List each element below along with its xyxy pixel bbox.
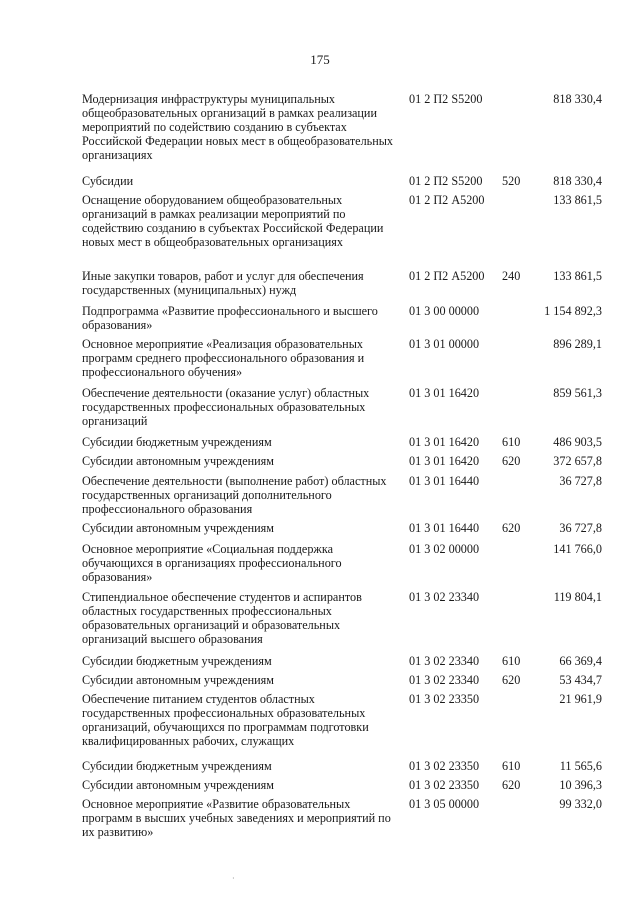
table-row [0, 590, 640, 654]
row-amount: 99 332,0 [559, 797, 602, 811]
row-code: 01 3 00 00000 [409, 304, 480, 318]
row-amount: 119 804,1 [553, 590, 602, 604]
row-code: 01 3 02 23350 [409, 759, 480, 773]
row-code: 01 2 П2 S5200 [409, 92, 483, 106]
row-amount: 896 289,1 [553, 337, 602, 351]
row-name: Субсидии автономным учреждениям [82, 778, 274, 792]
row-amount: 66 369,4 [559, 654, 602, 668]
page-number: 175 [310, 52, 330, 67]
row-name: Основное мероприятие «Социальная поддержка обучающихся в организациях профессионального образования» [82, 542, 342, 584]
row-name: Субсидии бюджетным учреждениям [82, 435, 272, 449]
row-code: 01 3 02 23350 [409, 778, 480, 792]
row-name: Оснащение оборудованием общеобразовательных организаций в рамках реализации мероприятий по содействию созданию в субъектах Российской Федерации новых мест в общеобразовательных организациях [82, 193, 384, 249]
row-code: 01 3 02 23340 [409, 654, 480, 668]
table-row [0, 474, 640, 521]
row-amount: 11 565,6 [559, 759, 602, 773]
table-row [0, 435, 640, 454]
table-row [0, 193, 640, 269]
row-code: 01 3 02 23340 [409, 590, 480, 604]
table-row [0, 269, 640, 304]
row-expense-type: 240 [502, 269, 521, 283]
row-amount: 859 561,3 [553, 386, 602, 400]
row-name: Субсидии [82, 174, 134, 188]
row-amount: 133 861,5 [553, 269, 602, 283]
row-code: 01 3 01 16420 [409, 386, 480, 400]
table-row [0, 759, 640, 778]
row-expense-type: 610 [502, 435, 521, 449]
row-amount: 36 727,8 [559, 521, 602, 535]
row-amount: 372 657,8 [553, 454, 602, 468]
row-name: Субсидии автономным учреждениям [82, 454, 274, 468]
scan-speck: · [232, 874, 235, 883]
row-amount: 818 330,4 [553, 92, 602, 106]
row-name: Обеспечение питанием студентов областных государственных профессиональных образовательных организаций, обучающихся по программам подготовки квалифицированных рабочих, служащих [82, 692, 369, 748]
row-name: Обеспечение деятельности (выполнение работ) областных государственных организаций дополнительного профессионального образования [82, 474, 387, 516]
row-code: 01 2 П2 S5200 [409, 174, 483, 188]
row-code: 01 3 02 00000 [409, 542, 480, 556]
table-row [0, 174, 640, 193]
row-expense-type: 610 [502, 654, 521, 668]
row-expense-type: 620 [502, 673, 521, 687]
row-amount: 1 154 892,3 [544, 304, 602, 318]
table-row [0, 797, 640, 847]
row-amount: 486 903,5 [553, 435, 602, 449]
row-name: Обеспечение деятельности (оказание услуг) областных государственных профессиональных образовательных организаций [82, 386, 370, 428]
budget-table [0, 92, 640, 847]
row-code: 01 3 02 23340 [409, 673, 480, 687]
row-expense-type: 610 [502, 759, 521, 773]
row-code: 01 3 02 23350 [409, 692, 480, 706]
table-row [0, 337, 640, 386]
row-name: Субсидии бюджетным учреждениям [82, 759, 272, 773]
row-amount: 141 766,0 [553, 542, 602, 556]
table-row [0, 673, 640, 692]
row-expense-type: 520 [502, 174, 521, 188]
row-code: 01 2 П2 А5200 [409, 193, 485, 207]
row-amount: 10 396,3 [559, 778, 602, 792]
row-expense-type: 620 [502, 778, 521, 792]
table-row [0, 654, 640, 673]
table-row [0, 454, 640, 474]
table-row [0, 521, 640, 542]
row-amount: 53 434,7 [559, 673, 602, 687]
row-name: Субсидии бюджетным учреждениям [82, 654, 272, 668]
table-row [0, 92, 640, 174]
row-name: Подпрограмма «Развитие профессионального и высшего образования» [82, 304, 378, 332]
table-row [0, 304, 640, 337]
row-amount: 133 861,5 [553, 193, 602, 207]
row-code: 01 3 01 16440 [409, 474, 480, 488]
row-name: Стипендиальное обеспечение студентов и аспирантов областных государственных профессиональных образовательных организаций и образовательных организаций высшего образования [82, 590, 362, 646]
table-row [0, 692, 640, 759]
row-name: Субсидии автономным учреждениям [82, 521, 274, 535]
row-amount: 818 330,4 [553, 174, 602, 188]
table-row [0, 386, 640, 435]
row-name: Субсидии автономным учреждениям [82, 673, 274, 687]
row-code: 01 3 01 16420 [409, 454, 480, 468]
row-amount: 21 961,9 [559, 692, 602, 706]
row-expense-type: 620 [502, 454, 521, 468]
row-code: 01 3 05 00000 [409, 797, 480, 811]
row-name: Модернизация инфраструктуры муниципальных общеобразовательных организаций в рамках реализации мероприятий по содействию созданию в субъектах Российской Федерации новых мест в общеобразовательных организациях [82, 92, 394, 162]
row-name: Иные закупки товаров, работ и услуг для обеспечения государственных (муниципальных) нужд [82, 269, 364, 297]
table-row [0, 778, 640, 797]
row-code: 01 3 01 00000 [409, 337, 480, 351]
row-code: 01 2 П2 А5200 [409, 269, 485, 283]
row-name: Основное мероприятие «Развитие образовательных программ в высших учебных заведениях и мероприятий по их развитию» [82, 797, 391, 839]
row-name: Основное мероприятие «Реализация образовательных программ среднего профессионального образования и профессионального обучения» [82, 337, 365, 379]
row-code: 01 3 01 16420 [409, 435, 480, 449]
row-expense-type: 620 [502, 521, 521, 535]
row-code: 01 3 01 16440 [409, 521, 480, 535]
table-row [0, 542, 640, 590]
row-amount: 36 727,8 [559, 474, 602, 488]
